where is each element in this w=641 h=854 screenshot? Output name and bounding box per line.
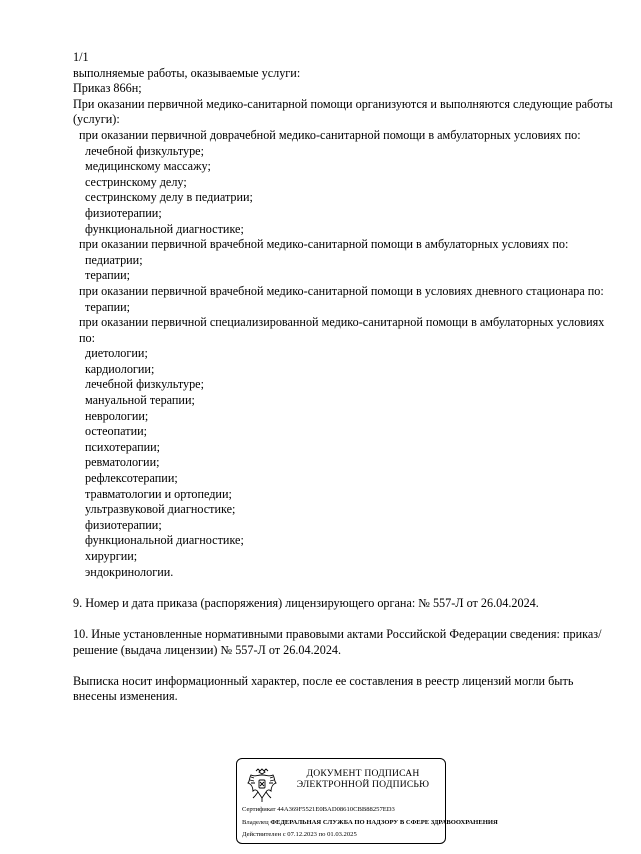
list-item: терапии; — [85, 299, 131, 314]
list-item: кардиологии; — [85, 361, 155, 376]
page-number: 1/1 — [73, 50, 89, 64]
list-item: функциональной диагностике; — [85, 533, 244, 548]
intro-paragraph: При оказании первичной медико-санитарной помощи организуются и выполняются следующие работы (услуги): — [73, 96, 613, 127]
list-item: медицинскому массажу; — [85, 159, 211, 174]
list-item: психотерапии; — [85, 439, 161, 454]
owner-row — [242, 819, 498, 827]
electronic-signature-stamp — [236, 758, 498, 844]
item-10-other-info: 10. Иные установленные нормативными правовыми актами Российской Федерации сведения: приказ/решение (выдача лицензии) № 557-Л от 26.04.2024. — [73, 626, 602, 657]
certificate-value: 44A369F5521E0BAD08610CBB88257ED3 — [277, 806, 395, 813]
list-item: диетологии; — [85, 346, 148, 361]
validity-value: с 07.12.2023 по 01.03.2025 — [282, 831, 357, 838]
order-reference: Приказ 866н; — [73, 81, 142, 96]
group-heading: при оказании первичной врачебной медико-санитарной помощи в амбулаторных условиях по: — [79, 237, 569, 252]
owner-value: ФЕДЕРАЛЬНАЯ СЛУЖБА ПО НАДЗОРУ В СФЕРЕ ЗДРАВООХРАНЕНИЯ — [270, 819, 498, 826]
services-group-1 — [73, 128, 613, 237]
stamp-title-line1: ДОКУМЕНТ ПОДПИСАН — [306, 768, 420, 779]
services-group-2 — [73, 237, 613, 284]
list-item: сестринскому делу; — [85, 174, 187, 189]
services-group-3 — [73, 284, 613, 315]
validity-row — [242, 831, 357, 839]
list-item: травматологии и ортопедии; — [85, 486, 232, 501]
group-heading: при оказании первичной врачебной медико-санитарной помощи в условиях дневного стационара по: — [79, 283, 604, 298]
list-item: физиотерапии; — [85, 205, 162, 220]
list-item: ультразвуковой диагностике; — [85, 502, 236, 517]
list-item: физиотерапии; — [85, 517, 162, 532]
list-item: лечебной физкультуре; — [85, 143, 204, 158]
group-heading: при оказании первичной доврачебной медико-санитарной помощи в амбулаторных условиях по: — [79, 127, 581, 142]
disclaimer: Выписка носит информационный характер, после ее составления в реестр лицензий могли быть внесены изменения. — [73, 673, 574, 704]
stamp-title — [283, 768, 443, 790]
list-item: рефлексотерапии; — [85, 471, 178, 486]
list-item: мануальной терапии; — [85, 393, 195, 408]
stamp-title-line2: ЭЛЕКТРОННОЙ ПОДПИСЬЮ — [296, 779, 430, 790]
list-item: ревматологии; — [85, 455, 160, 470]
document-body — [73, 50, 613, 705]
certificate-row — [242, 806, 395, 814]
certificate-label: Сертификат — [242, 806, 276, 813]
services-group-4 — [73, 315, 613, 580]
list-item: остеопатии; — [85, 424, 148, 439]
list-item: лечебной физкультуре; — [85, 377, 204, 392]
item-9-order-number: 9. Номер и дата приказа (распоряжения) лицензирующего органа: № 557-Л от 26.04.2024. — [73, 595, 539, 610]
section-heading: выполняемые работы, оказываемые услуги: — [73, 65, 301, 80]
list-item: эндокринологии. — [85, 564, 174, 579]
list-item: сестринскому делу в педиатрии; — [85, 190, 253, 205]
validity-label: Действителен — [242, 831, 282, 838]
group-heading: при оказании первичной специализированной медико-санитарной помощи в амбулаторных условиях по: — [79, 315, 605, 345]
coat-of-arms-icon — [245, 765, 279, 805]
list-item: педиатрии; — [85, 252, 143, 267]
list-item: неврологии; — [85, 408, 149, 423]
owner-label: Владелец — [242, 819, 269, 826]
list-item: хирургии; — [85, 549, 138, 563]
list-item: функциональной диагностике; — [85, 221, 244, 236]
list-item: терапии; — [85, 268, 131, 283]
